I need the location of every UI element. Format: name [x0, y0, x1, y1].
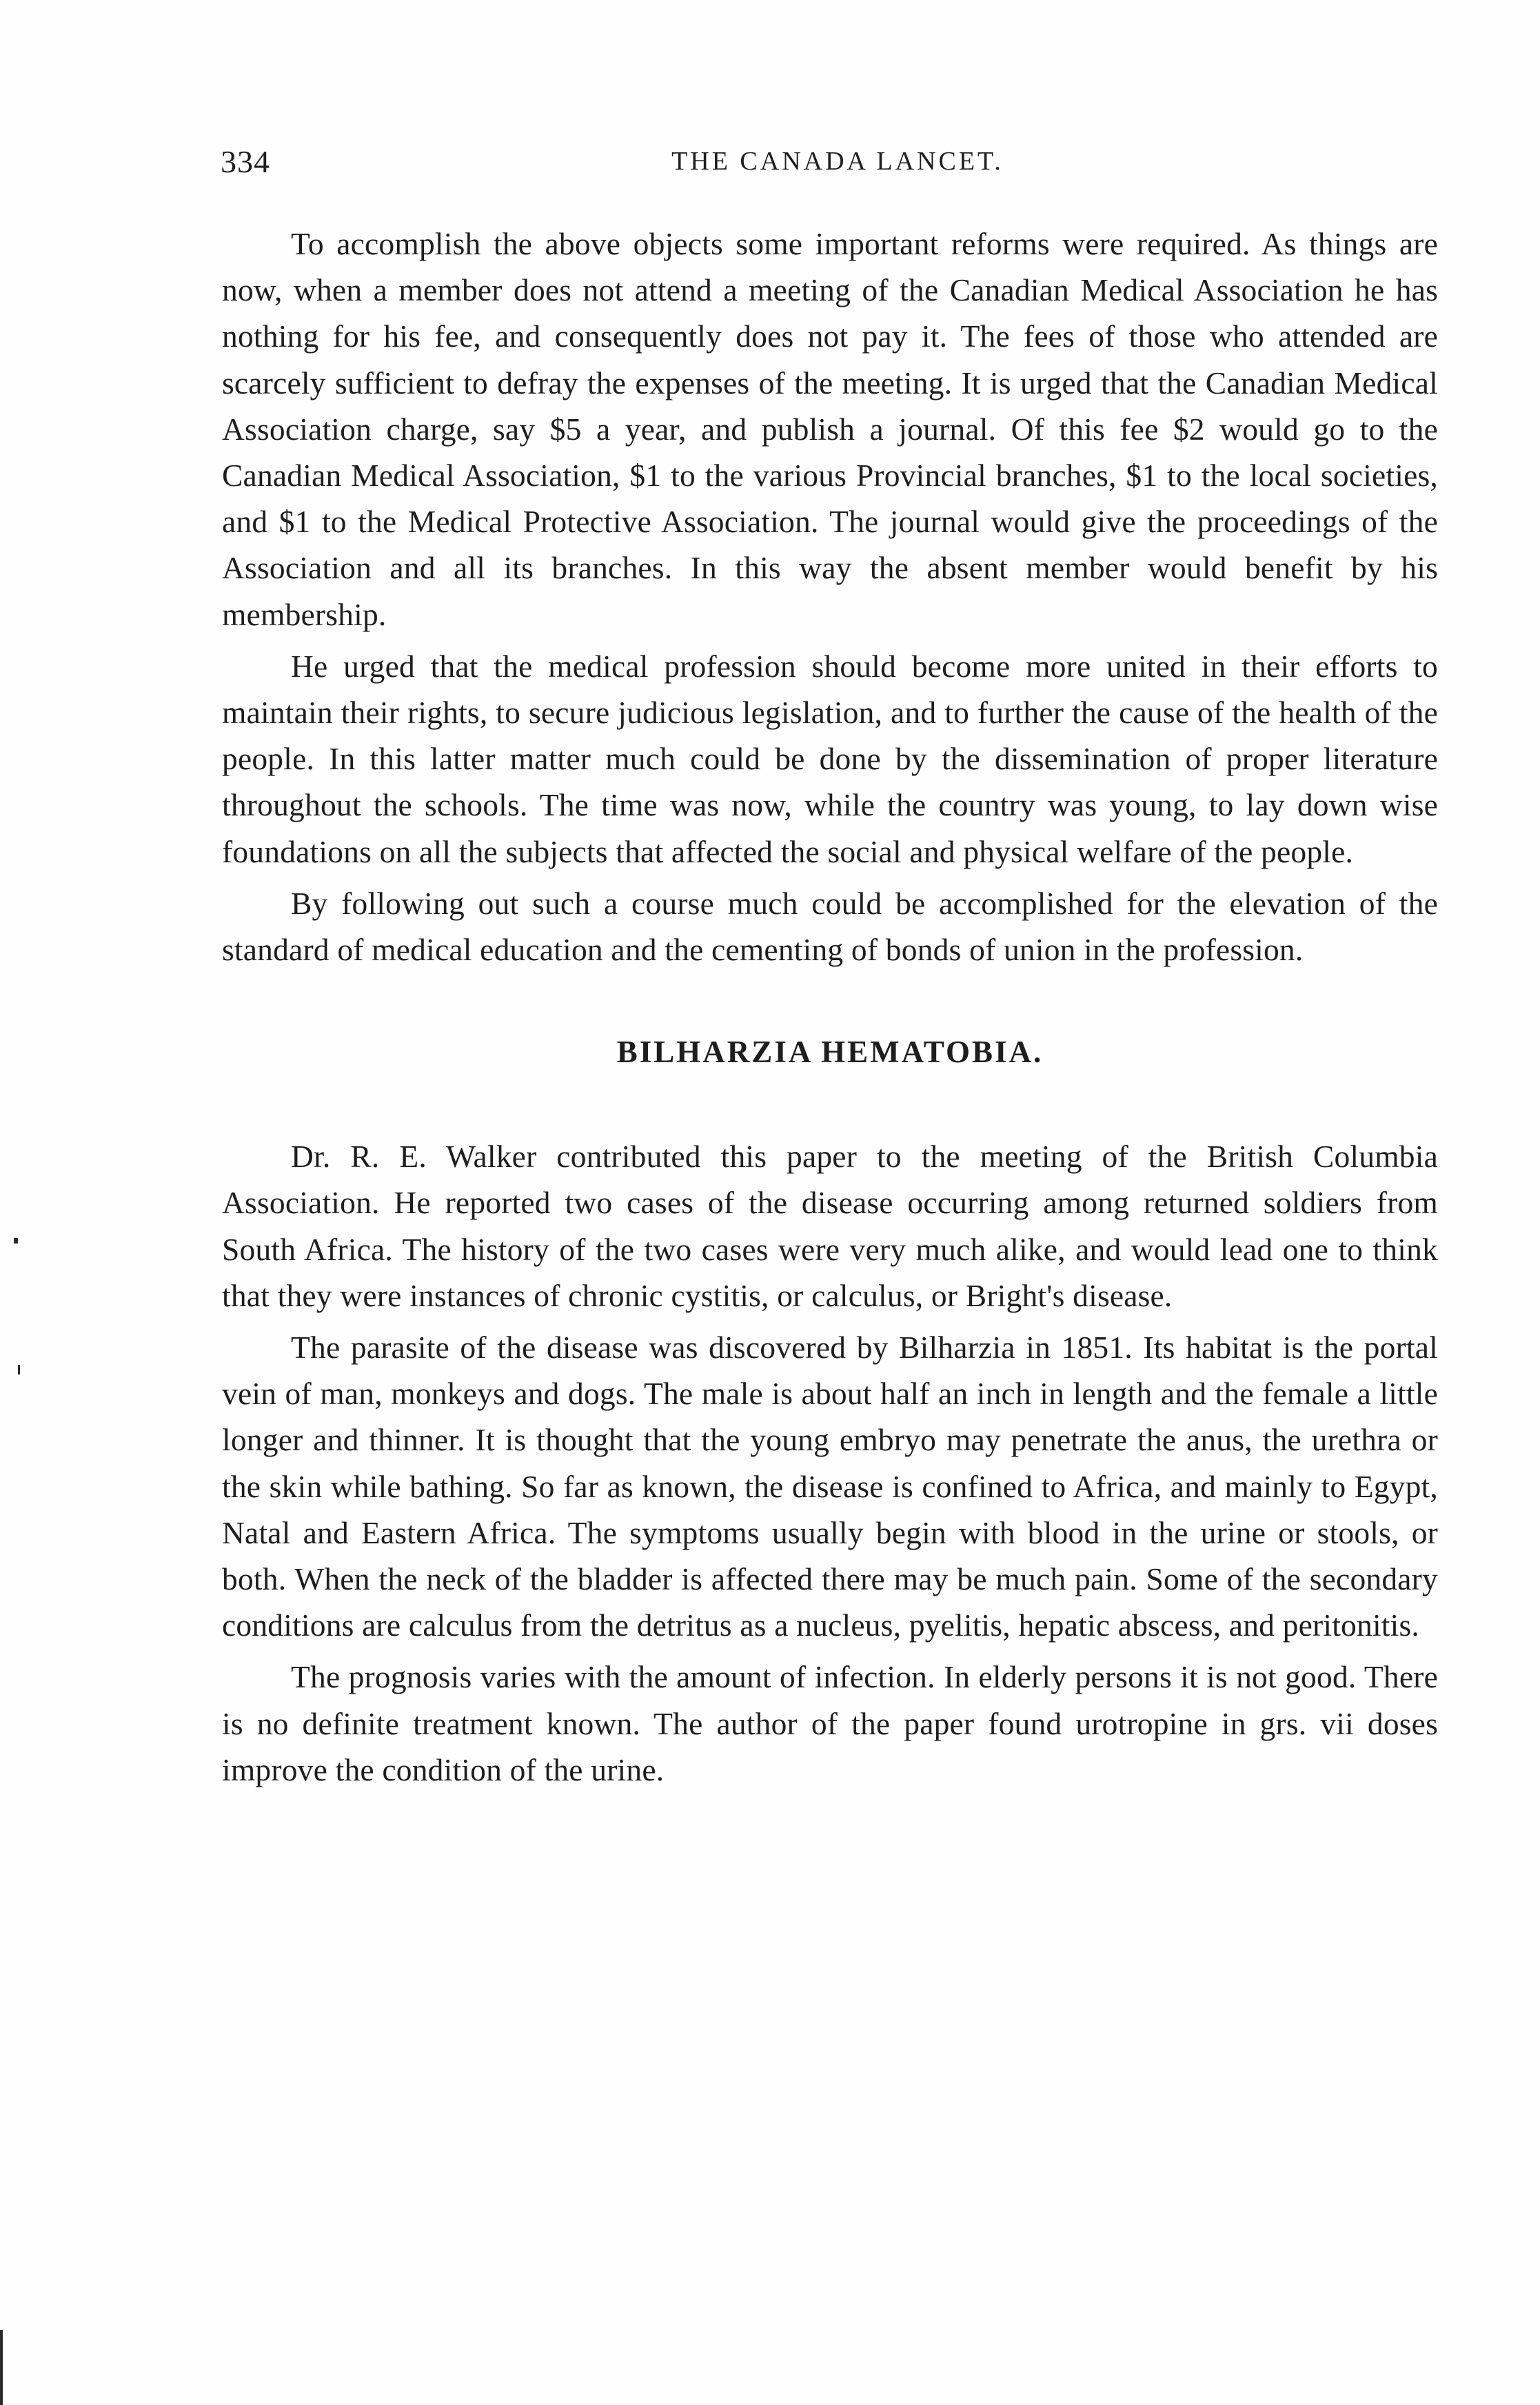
running-head	[221, 143, 1455, 185]
article-body	[222, 221, 1438, 1793]
scan-margin-mark	[18, 1365, 20, 1374]
paragraph: The parasite of the disease was discovered by Bilharzia in 1851. Its habitat is the portal vein of man, monkeys and dogs. The male is about half an inch in length and the female a little longer and thinner. It is thought that the young embryo may penetrate the anus, the urethra or the skin while bathing. So far as known, the disease is confined to Africa, and mainly to Egypt, Natal and Eastern Africa. The symptoms usually begin with blood in the urine or stools, or both. When the neck of the bladder is affected there may be much pain. Some of the secondary conditions are calculus from the detritus as a nucleus, pyelitis, hepatic abscess, and peritonitis.	[222, 1330, 1438, 1643]
paragraph: The prognosis varies with the amount of infection. In elderly persons it is not good. There is no definite treatment known. The author of the paper found urotropine in grs. vii doses improve the condition of the urine.	[222, 1659, 1438, 1787]
paragraph: By following out such a course much could be accomplished for the elevation of the standard of medical education and the cementing of bonds of union in the profession.	[222, 885, 1438, 968]
section-heading: BILHARZIA HEMATOBIA.	[616, 1035, 1044, 1070]
scan-edge-line	[0, 2330, 3, 2405]
paragraph: He urged that the medical profession should become more united in their efforts to maintain their rights, to secure judicious legislation, and to further the cause of the health of the people. In this latter matter much could be done by the dissemination of proper literature throughout the schools. The time was now, while the country was young, to lay down wise foundations on all the subjects that affected the social and physical welfare of the people.	[222, 648, 1438, 869]
paragraph: To accomplish the above objects some important reforms were required. As things are now, when a member does not attend a meeting of the Canadian Medical Association he has nothing for his fee, and consequently does not pay it. The fees of those who attended are scarcely sufficient to defray the expenses of the meeting. It is urged that the Canadian Medical Association charge, say $5 a year, and publish a journal. Of this fee $2 would go to the Canadian Medical Association, $1 to the various Provincial branches, $1 to the local societies, and $1 to the Medical Protective Association. The journal would give the proceedings of the Association and all its branches. In this way the absent member would benefit by his membership.	[222, 226, 1438, 632]
scan-margin-mark	[14, 1238, 18, 1244]
journal-title: THE CANADA LANCET.	[671, 147, 1004, 176]
paragraph: Dr. R. E. Walker contributed this paper to the meeting of the British Columbia Association. He reported two cases of the disease occurring among returned soldiers from South Africa. The history of the two cases were very much alike, and would lead one to think that they were instances of chronic cystitis, or calculus, or Bright's disease.	[222, 1139, 1438, 1313]
page-number: 334	[221, 144, 270, 179]
